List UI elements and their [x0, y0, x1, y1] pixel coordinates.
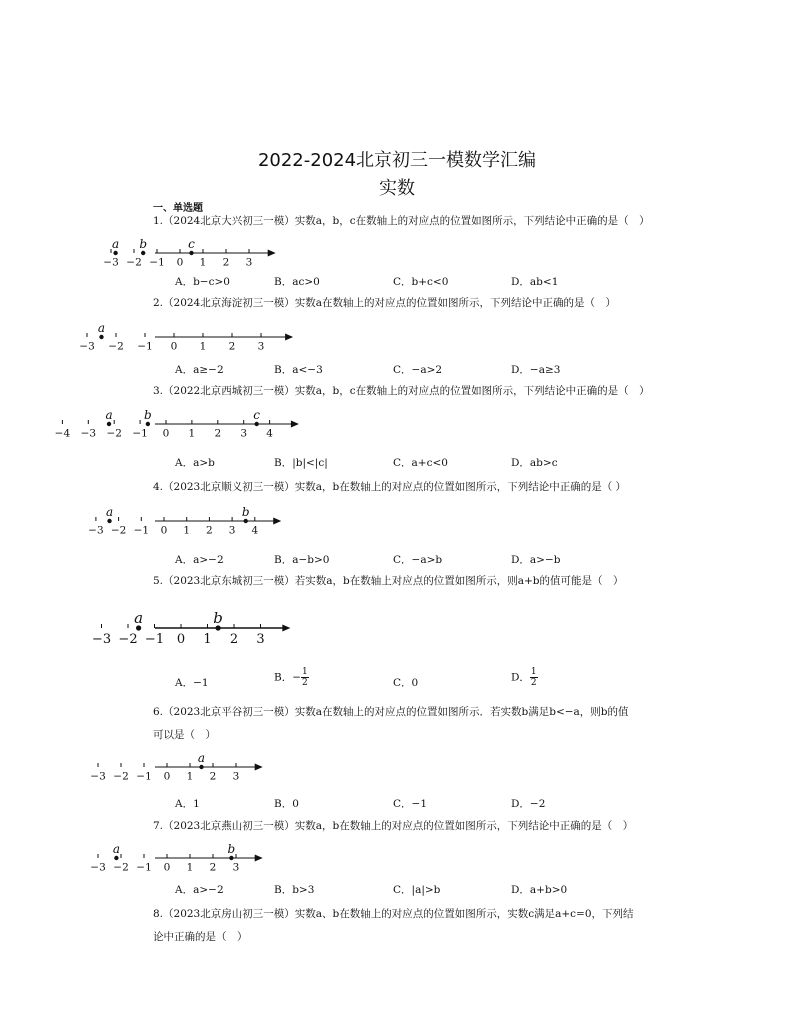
option-b[interactable]: B．a−b>0	[274, 554, 330, 566]
tick-label: 1	[188, 427, 196, 440]
option-d[interactable]: D．−2	[511, 798, 546, 810]
tick-label: 4	[266, 427, 273, 440]
point-label-a: a	[112, 237, 120, 251]
question-3-options	[153, 455, 723, 469]
tick-label: 2	[228, 340, 236, 353]
option-c[interactable]: C．|a|>b	[393, 884, 441, 896]
point-label-c: c	[188, 237, 195, 251]
tick-label: −1	[149, 256, 165, 269]
tick-label: −4	[54, 427, 71, 440]
option-b[interactable]	[274, 667, 309, 688]
tick-label: −1	[132, 427, 148, 440]
axis-arrow-icon	[268, 250, 276, 257]
tick-label: 0	[163, 861, 171, 874]
option-a[interactable]: A．1	[175, 798, 200, 810]
tick-label: −3	[103, 256, 119, 269]
question-6-stem: 6.（2023北京平谷初三一模）实数a在数轴上的对应点的位置如图所示．若实数b满足b<−a，则b的值	[153, 706, 629, 718]
tick-label: −2	[113, 770, 129, 783]
point-a	[114, 856, 118, 860]
tick-label: 1	[199, 256, 207, 269]
question-7-options	[153, 882, 723, 896]
tick-label: 3	[228, 524, 236, 537]
tick-label: −3	[88, 524, 104, 537]
point-a	[107, 519, 111, 523]
option-c[interactable]: C．0	[393, 677, 419, 689]
tick-label: −2	[108, 340, 124, 353]
tick-label: −2	[106, 427, 122, 440]
tick-label: 0	[176, 256, 184, 269]
option-d[interactable]: D．−a≥3	[511, 364, 561, 376]
option-a[interactable]: A．−1	[175, 677, 209, 689]
tick-label: 3	[256, 632, 265, 647]
option-a[interactable]: A．a≥−2	[175, 364, 224, 376]
point-label-b: b	[241, 505, 250, 519]
point-b	[146, 422, 150, 426]
point-label-a: a	[112, 842, 120, 856]
point-c	[189, 251, 193, 255]
tick-label: −1	[144, 632, 165, 647]
option-b[interactable]: B．ac>0	[274, 276, 320, 288]
tick-label: 2	[222, 256, 230, 269]
question-1-stem: 1.（2024北京大兴初三一模）实数a，b，c在数轴上的对应点的位置如图所示，下列结论中正确的是（ ）	[153, 215, 650, 227]
question-2-stem: 2.（2024北京海淀初三一模）实数a在数轴上的对应点的位置如图所示，下列结论中正确的是（ ）	[153, 297, 616, 309]
question-8-stem: 8.（2023北京房山初三一模）实数a、b在数轴上的对应点的位置如图所示，实数c满足a+c=0，下列结	[153, 908, 634, 920]
tick-label: 3	[245, 256, 253, 269]
point-label-a: a	[197, 751, 206, 765]
tick-label: 4	[251, 524, 259, 537]
number-line-q4	[88, 505, 353, 539]
number-line-q7	[90, 842, 338, 874]
question-8-stem-continued: 论中正确的是（ ）	[153, 931, 248, 943]
tick-label: −3	[91, 632, 112, 647]
point-b	[141, 251, 145, 255]
axis-arrow-icon	[255, 764, 263, 771]
question-6-options	[153, 796, 723, 810]
point-label-b: b	[227, 842, 236, 856]
option-b-prefix: B．−	[274, 671, 302, 684]
point-a	[107, 422, 111, 426]
option-c[interactable]: C．−1	[393, 798, 428, 810]
tick-label: 1	[199, 340, 207, 353]
fraction-one-half: $\frac{1}{2}$	[530, 667, 537, 688]
tick-label: −2	[118, 632, 138, 647]
fraction-one-half: $\frac{1}{2}$	[302, 667, 308, 688]
question-3-stem: 3.（2022北京西城初三一模）实数a，b，c在数轴上的对应点的位置如图所示，下列结论中正确的是（ ）	[153, 385, 650, 397]
option-d[interactable]	[511, 667, 538, 688]
number-line-q3	[54, 407, 403, 441]
tick-label: −3	[90, 861, 106, 874]
point-label-c: c	[253, 408, 261, 422]
point-label-a: a	[97, 321, 106, 335]
tick-label: 0	[162, 427, 170, 440]
tick-label: 1	[186, 770, 194, 783]
axis-arrow-icon	[282, 625, 290, 632]
question-4-options	[153, 552, 723, 566]
question-4-stem: 4.（2023北京顺义初三一模）实数a，b在数轴上的对应点的位置如图所示，下列结论中正确的是（ ）	[153, 481, 627, 493]
section-heading: 一、单选题	[153, 203, 203, 214]
option-c[interactable]: C．b+c<0	[393, 276, 449, 288]
option-b[interactable]: B．|b|<|c|	[274, 457, 328, 469]
tick-label: 0	[176, 632, 186, 647]
tick-label: 3	[232, 770, 240, 783]
point-label-a: a	[134, 609, 144, 627]
document-title: 2022-2024北京初三一模数学汇编	[257, 150, 537, 171]
option-d[interactable]: D．a>−b	[511, 554, 561, 566]
option-c[interactable]: C．−a>b	[393, 554, 443, 566]
point-b	[244, 519, 248, 523]
point-b	[229, 856, 233, 860]
point-label-b: b	[213, 609, 223, 627]
number-line-q5	[91, 609, 378, 647]
option-c[interactable]: C．−a>2	[393, 364, 443, 376]
tick-label: 2	[206, 524, 213, 537]
tick-label: 0	[163, 770, 171, 783]
option-b[interactable]: B．0	[274, 798, 299, 810]
option-a[interactable]: A．b−c>0	[175, 276, 230, 288]
point-label-a: a	[105, 408, 113, 422]
tick-label: −1	[133, 524, 150, 537]
question-7-stem: 7.（2023北京燕山初三一模）实数a，b在数轴上的对应点的位置如图所示，下列结论中正确的是（ ）	[153, 820, 634, 832]
option-d[interactable]: D．a+b>0	[511, 884, 568, 896]
tick-label: 2	[209, 770, 217, 783]
tick-label: 1	[186, 861, 194, 874]
tick-label: 0	[160, 524, 168, 537]
question-5-stem: 5.（2023北京东城初三一模）若实数a，b在数轴上对应点的位置如图所示，则a+b的值可能是（ ）	[153, 575, 624, 587]
tick-label: −3	[80, 427, 97, 440]
tick-label: −3	[79, 340, 95, 353]
tick-label: 3	[232, 861, 240, 874]
option-b[interactable]: B．b>3	[274, 884, 315, 896]
number-line-q1	[103, 237, 373, 269]
point-c	[254, 422, 258, 426]
tick-label: −1	[136, 770, 152, 783]
tick-label: −1	[136, 861, 152, 874]
option-d[interactable]: D．ab<1	[511, 276, 559, 288]
question-2-options	[153, 362, 723, 376]
question-5-options	[153, 667, 723, 697]
question-1-options	[153, 274, 723, 288]
tick-label: −1	[137, 340, 153, 353]
option-d-prefix: D．	[511, 671, 530, 684]
number-line-q6	[90, 751, 333, 783]
axis-arrow-icon	[291, 421, 299, 428]
tick-label: 3	[257, 340, 265, 353]
option-a[interactable]: A．a>−2	[175, 554, 224, 566]
tick-label: 3	[240, 427, 248, 440]
option-c[interactable]: C．a+c<0	[393, 457, 448, 469]
point-a	[99, 335, 103, 339]
tick-label: 2	[229, 632, 239, 647]
tick-label: 0	[170, 340, 178, 353]
point-label-b: b	[144, 408, 152, 422]
tick-label: 2	[214, 427, 222, 440]
point-a	[199, 765, 203, 769]
option-b[interactable]: B．a<−3	[274, 364, 323, 376]
point-label-a: a	[105, 505, 114, 519]
tick-label: 2	[209, 861, 217, 874]
axis-arrow-icon	[255, 855, 263, 862]
axis-arrow-icon	[273, 518, 281, 525]
tick-label: −2	[113, 861, 129, 874]
tick-label: −3	[90, 770, 106, 783]
tick-label: −2	[110, 524, 127, 537]
point-label-b: b	[139, 237, 148, 251]
point-a	[113, 251, 117, 255]
question-6-stem-continued: 可以是（ ）	[153, 729, 216, 741]
axis-arrow-icon	[285, 334, 293, 341]
number-line-q2	[79, 321, 393, 353]
option-a[interactable]: A．a>−2	[175, 884, 224, 896]
tick-label: −2	[126, 256, 142, 269]
document-subtitle: 实数	[379, 178, 415, 199]
option-a[interactable]: A．a>b	[175, 457, 215, 469]
tick-label: 1	[203, 632, 212, 647]
tick-label: 1	[183, 524, 191, 537]
option-d[interactable]: D．ab>c	[511, 457, 558, 469]
